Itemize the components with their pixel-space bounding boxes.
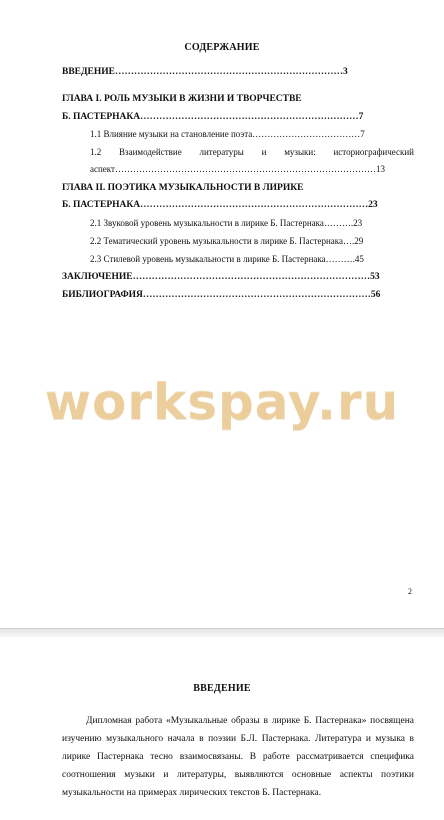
toc-entry-2-1: 2.1 Звуковой уровень музыкальности в лирике Б. Пастернака……….23 xyxy=(90,218,363,228)
toc-entry-chapter2-line2: Б. ПАСТЕРНАКА………………………………………………………………23 xyxy=(62,200,378,210)
toc-entry-1-2-line1: 1.2 Взаимодействие литературы и музыки: историографический xyxy=(90,147,414,157)
toc-entry-conclusion: ЗАКЛЮЧЕНИЕ…………………………………………………………………53 xyxy=(62,272,380,282)
toc-entry-chapter1-line1: ГЛАВА I. РОЛЬ МУЗЫКИ В ЖИЗНИ И ТВОРЧЕСТВЕ xyxy=(62,94,302,104)
page-number: 2 xyxy=(408,587,412,596)
toc-entry-bibliography: БИБЛИОГРАФИЯ………………………………………………………………56 xyxy=(62,290,381,300)
watermark: workspay.ru xyxy=(44,373,400,431)
toc-title: СОДЕРЖАНИЕ xyxy=(184,42,260,53)
toc-entry-chapter1-line2: Б. ПАСТЕРНАКА……………………………………………………………7 xyxy=(62,112,364,122)
intro-paragraph: Дипломная работа «Музыкальные образы в лирике Б. Пастернака» посвящена изучению музыкального начала в поэзии Б.Л. Пастернака. Литература и музыка в лирике Пастернака тесно взаимосвязаны. В работе рассматривается специфика соотношения музыки и литературы, выявляются основные аспекты поэтики музыкальности на примерах лирических текстов Б. Пастернака. xyxy=(62,716,414,798)
toc-entry-intro: ВВЕДЕНИЕ………………………………………………………………3 xyxy=(62,67,348,77)
page-two xyxy=(0,637,444,820)
toc-entry-1-1: 1.1 Влияние музыки на становление поэта………………………………7 xyxy=(90,129,365,139)
toc-entry-chapter2-line1: ГЛАВА II. ПОЭТИКА МУЗЫКАЛЬНОСТИ В ЛИРИКЕ xyxy=(62,183,304,193)
toc-entry-1-2-line2: аспект……………………………………………………………………………13 xyxy=(90,164,385,174)
toc-entry-2-2: 2.2 Тематический уровень музыкальности в лирике Б. Пастернака….29 xyxy=(90,236,364,246)
toc-entry-2-3: 2.3 Стилевой уровень музыкальности в лирике Б. Пастернака……….45 xyxy=(90,254,364,264)
intro-title: ВВЕДЕНИЕ xyxy=(193,683,251,694)
